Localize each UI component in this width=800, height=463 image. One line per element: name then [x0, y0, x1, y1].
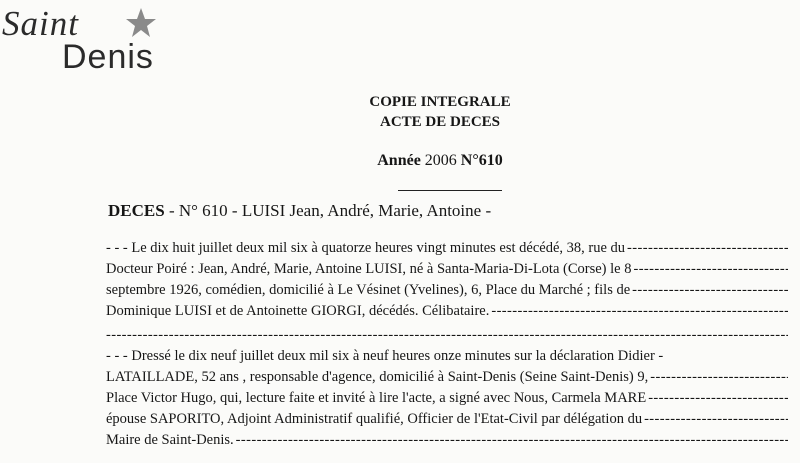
dash-filler — [630, 280, 788, 301]
dash-filler — [234, 430, 788, 451]
record-heading — [108, 201, 491, 221]
act-number: N°610 — [460, 152, 503, 169]
logo-text-denis: Denis — [62, 38, 154, 76]
line-text: Docteur Poiré : Jean, André, Marie, Antoine LUISI, né à Santa-Maria-Di-Lota (Corse) le 8 — [106, 261, 632, 277]
text-line — [106, 259, 788, 280]
text-line — [106, 301, 788, 322]
line-text: septembre 1926, comédien, domicilié à Le Vésinet (Yvelines), 6, Place du Marché ; fils de — [106, 282, 631, 298]
text-line — [106, 409, 788, 430]
death-paragraph — [106, 238, 788, 322]
dash-filler — [625, 238, 788, 259]
dash-filler — [646, 388, 788, 409]
dash-filler — [642, 409, 788, 430]
line-text: Place Victor Hugo, qui, lecture faite et invité à lire l'acte, a signé avec Nous, Carmela MARE — [106, 390, 647, 406]
text-line — [106, 388, 788, 409]
dash-filler — [648, 367, 788, 388]
record-heading-text: - N° 610 - LUISI Jean, André, Marie, Antoine - — [164, 201, 492, 220]
header-divider — [398, 190, 502, 191]
declaration-paragraph — [106, 346, 788, 451]
text-line — [106, 238, 788, 259]
line-text: - - - Le dix huit juillet deux mil six à quatorze heures vingt minutes est décédé, 38, rue du — [106, 240, 626, 256]
line-text: Maire de Saint-Denis. — [106, 432, 234, 448]
year-value: 2006 — [424, 152, 457, 169]
star-icon — [124, 6, 158, 40]
text-line — [106, 280, 788, 301]
text-line — [106, 430, 788, 451]
text-line — [106, 346, 788, 367]
document-title: COPIE INTEGRALE — [369, 94, 511, 110]
saint-denis-logo — [0, 4, 190, 76]
line-text: Dominique LUISI et de Antoinette GIORGI, décédés. Célibataire. — [106, 303, 490, 319]
text-line — [106, 367, 788, 388]
document-subtitle: ACTE DE DECES — [379, 114, 501, 130]
line-text: LATAILLADE, 52 ans , responsable d'agence, domicilié à Saint-Denis (Seine Saint-Denis) 9, — [106, 369, 649, 385]
year-number-line — [0, 152, 800, 170]
year-label: Année — [377, 152, 421, 169]
line-text: épouse SAPORITO, Adjoint Administratif qualifié, Officier de l'Etat-Civil par délégation du — [106, 411, 643, 427]
dash-filler — [631, 259, 788, 280]
line-text: - - - Dressé le dix neuf juillet deux mil six à neuf heures onze minutes sur la déclaration Didier - — [106, 348, 664, 364]
record-heading-label: DECES — [108, 201, 165, 220]
dash-filler — [489, 301, 788, 322]
logo-text-saint: Saint — [2, 4, 79, 43]
dash-separator — [106, 325, 788, 346]
